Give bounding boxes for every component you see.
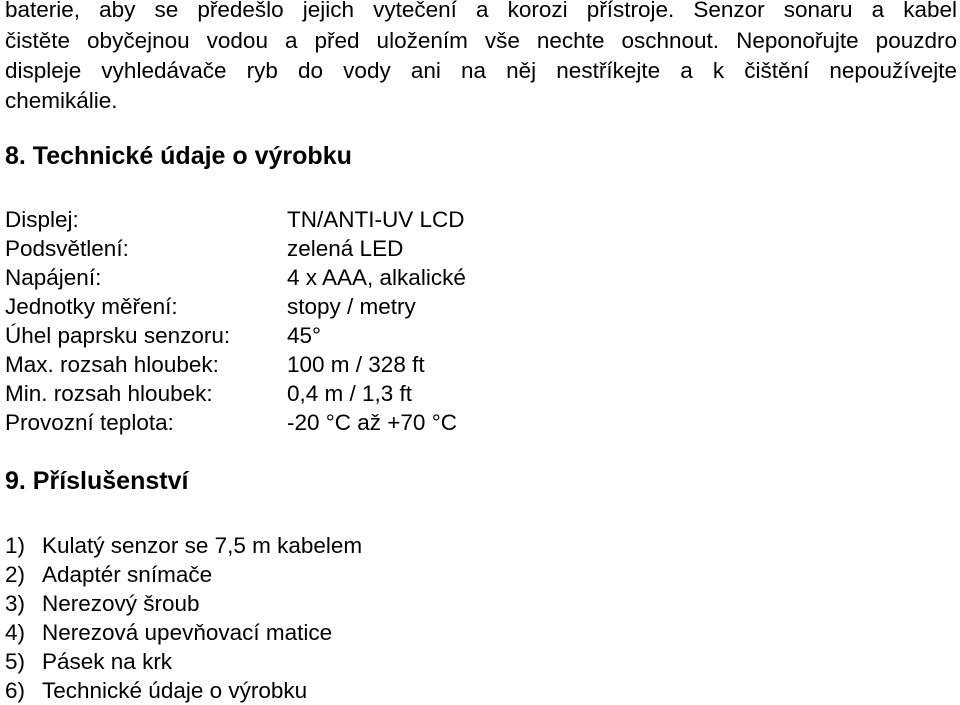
spec-label: Úhel paprsku senzoru: [5,323,231,348]
list-item-number: 4) [5,620,26,645]
spec-value: 4 x AAA, alkalické [287,265,466,290]
list-item-number: 3) [5,591,26,616]
intro-line: displeje vyhledávače ryb do vody ani na něj nestříkejte a k čištění nepoužívejte [5,58,957,83]
list-item-text: Kulatý senzor se 7,5 m kabelem [42,533,363,558]
spec-value: 0,4 m / 1,3 ft [287,381,413,406]
section-heading-technical-data: 8. Technické údaje o výrobku [5,142,352,170]
list-item-text: Technické údaje o výrobku [42,678,308,703]
list-item [5,647,172,676]
list-item-text: Nerezový šroub [42,591,200,616]
list-item-number: 6) [5,678,26,703]
spec-label: Displej: [5,207,79,232]
spec-value: -20 °C až +70 °C [287,410,457,435]
list-item [5,589,200,618]
spec-label: Jednotky měření: [5,294,178,319]
list-item [5,676,307,705]
spec-label: Min. rozsah hloubek: [5,381,213,406]
intro-line: chemikálie. [5,88,118,113]
spec-value: stopy / metry [287,294,416,319]
section-heading-accessories: 9. Příslušenství [5,467,189,495]
spec-label: Provozní teplota: [5,410,174,435]
intro-line: čistěte obyčejnou vodou a před uložením vše nechte oschnout. Neponořujte pouzdro [5,28,957,53]
list-item-text: Adaptér snímače [42,562,213,587]
spec-label: Napájení: [5,265,102,290]
list-item [5,531,362,560]
intro-line: baterie, aby se předešlo jejich vytečení a korozi přístroje. Senzor sonaru a kabel [5,0,957,22]
list-item [5,560,212,589]
list-item-number: 5) [5,649,26,674]
spec-value: zelená LED [287,236,404,261]
spec-label: Podsvětlení: [5,236,129,261]
list-item [5,618,332,647]
spec-label: Max. rozsah hloubek: [5,352,219,377]
list-item-number: 1) [5,533,26,558]
spec-value: 100 m / 328 ft [287,352,425,377]
spec-value: TN/ANTI-UV LCD [287,207,465,232]
list-item-number: 2) [5,562,26,587]
spec-value: 45° [287,323,322,348]
list-item-text: Nerezová upevňovací matice [42,620,333,645]
list-item-text: Pásek na krk [42,649,173,674]
